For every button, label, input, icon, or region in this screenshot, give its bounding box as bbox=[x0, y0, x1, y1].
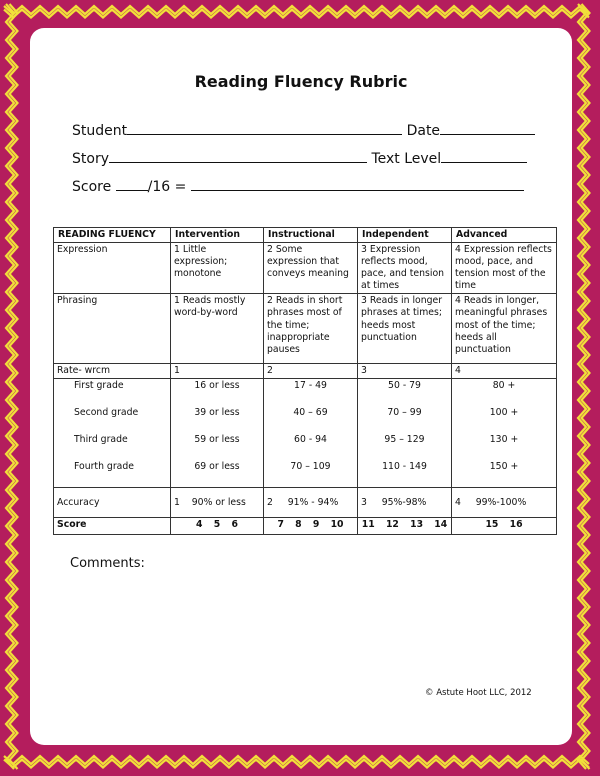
table-cell: 11 12 13 14 bbox=[358, 518, 452, 535]
table-cell: 69 or less bbox=[171, 460, 264, 488]
table-cell: 70 – 109 bbox=[264, 460, 358, 488]
grade-label: Third grade bbox=[54, 433, 171, 460]
table-cell: 3 Reads in longer phrases at times; heeds most punctuation bbox=[358, 294, 452, 364]
table-cell: 3 bbox=[358, 364, 452, 379]
table-cell: 150 + bbox=[452, 460, 557, 488]
comments-label: Comments: bbox=[70, 556, 145, 571]
score-label: Score bbox=[72, 179, 112, 195]
table-cell: 110 - 149 bbox=[358, 460, 452, 488]
rate-row bbox=[54, 364, 557, 379]
table-cell: 7 8 9 10 bbox=[264, 518, 358, 535]
table-cell: 50 - 79 bbox=[358, 379, 452, 406]
table-cell: 1 90% or less bbox=[171, 488, 264, 518]
date-field[interactable] bbox=[440, 122, 535, 135]
student-line bbox=[72, 122, 535, 139]
phrasing-row bbox=[54, 294, 557, 364]
table-cell: 2 Reads in short phrases most of the time; inappropriate pauses bbox=[264, 294, 358, 364]
row-label: Rate- wrcm bbox=[54, 364, 171, 379]
story-field[interactable] bbox=[109, 150, 367, 163]
score-suffix: /16 = bbox=[147, 179, 187, 195]
table-cell: 39 or less bbox=[171, 406, 264, 433]
row-label: Expression bbox=[54, 243, 171, 294]
table-cell: 1 Little expression; monotone bbox=[171, 243, 264, 294]
table-cell: 1 Reads mostly word-by-word bbox=[171, 294, 264, 364]
score-notes-field[interactable] bbox=[191, 178, 524, 191]
table-cell: 2 91% - 94% bbox=[264, 488, 358, 518]
score-line bbox=[72, 178, 524, 195]
table-cell: 95 – 129 bbox=[358, 433, 452, 460]
header-cell: Advanced bbox=[452, 228, 557, 243]
row-label: Phrasing bbox=[54, 294, 171, 364]
grade-label: Fourth grade bbox=[54, 460, 171, 488]
table-cell: 4 Reads in longer, meaningful phrases most of the time; heeds all punctuation bbox=[452, 294, 557, 364]
text-level-label: Text Level bbox=[371, 151, 442, 167]
grade-label: First grade bbox=[54, 379, 171, 406]
grade-row bbox=[54, 379, 557, 406]
copyright: © Astute Hoot LLC, 2012 bbox=[425, 688, 532, 698]
table-cell: 15 16 bbox=[452, 518, 557, 535]
grade-row bbox=[54, 433, 557, 460]
accuracy-row bbox=[54, 488, 557, 518]
story-label: Story bbox=[72, 151, 109, 167]
expression-row bbox=[54, 243, 557, 294]
grade-label: Second grade bbox=[54, 406, 171, 433]
header-row bbox=[54, 228, 557, 243]
table-cell: 16 or less bbox=[171, 379, 264, 406]
header-cell: Intervention bbox=[171, 228, 264, 243]
table-cell: 4 Expression reflects mood, pace, and tension most of the time bbox=[452, 243, 557, 294]
table-cell: 3 95%-98% bbox=[358, 488, 452, 518]
grade-row bbox=[54, 406, 557, 433]
table-cell: 1 bbox=[171, 364, 264, 379]
text-level-field[interactable] bbox=[441, 150, 527, 163]
table-cell: 2 bbox=[264, 364, 358, 379]
table-cell: 70 – 99 bbox=[358, 406, 452, 433]
table-cell: 60 - 94 bbox=[264, 433, 358, 460]
table-cell: 80 + bbox=[452, 379, 557, 406]
header-cell: Instructional bbox=[264, 228, 358, 243]
score-field[interactable] bbox=[116, 178, 148, 191]
table-cell: 3 Expression reflects mood, pace, and tension at times bbox=[358, 243, 452, 294]
header-cell: Independent bbox=[358, 228, 452, 243]
table-cell: 4 5 6 bbox=[171, 518, 264, 535]
row-label: Accuracy bbox=[54, 488, 171, 518]
worksheet-card bbox=[30, 28, 572, 745]
story-line bbox=[72, 150, 527, 167]
page-title: Reading Fluency Rubric bbox=[194, 72, 408, 91]
rubric-table bbox=[53, 227, 557, 535]
table-cell: 100 + bbox=[452, 406, 557, 433]
header-cell: READING FLUENCY bbox=[54, 228, 171, 243]
table-cell: 4 bbox=[452, 364, 557, 379]
table-cell: 59 or less bbox=[171, 433, 264, 460]
table-cell: 2 Some expression that conveys meaning bbox=[264, 243, 358, 294]
score-row bbox=[54, 518, 557, 535]
date-label: Date bbox=[406, 123, 441, 139]
table-cell: 130 + bbox=[452, 433, 557, 460]
student-label: Student bbox=[72, 123, 128, 139]
table-cell: 4 99%-100% bbox=[452, 488, 557, 518]
row-label: Score bbox=[54, 518, 171, 535]
grade-row bbox=[54, 460, 557, 488]
table-cell: 40 – 69 bbox=[264, 406, 358, 433]
table-cell: 17 - 49 bbox=[264, 379, 358, 406]
student-field[interactable] bbox=[127, 122, 402, 135]
